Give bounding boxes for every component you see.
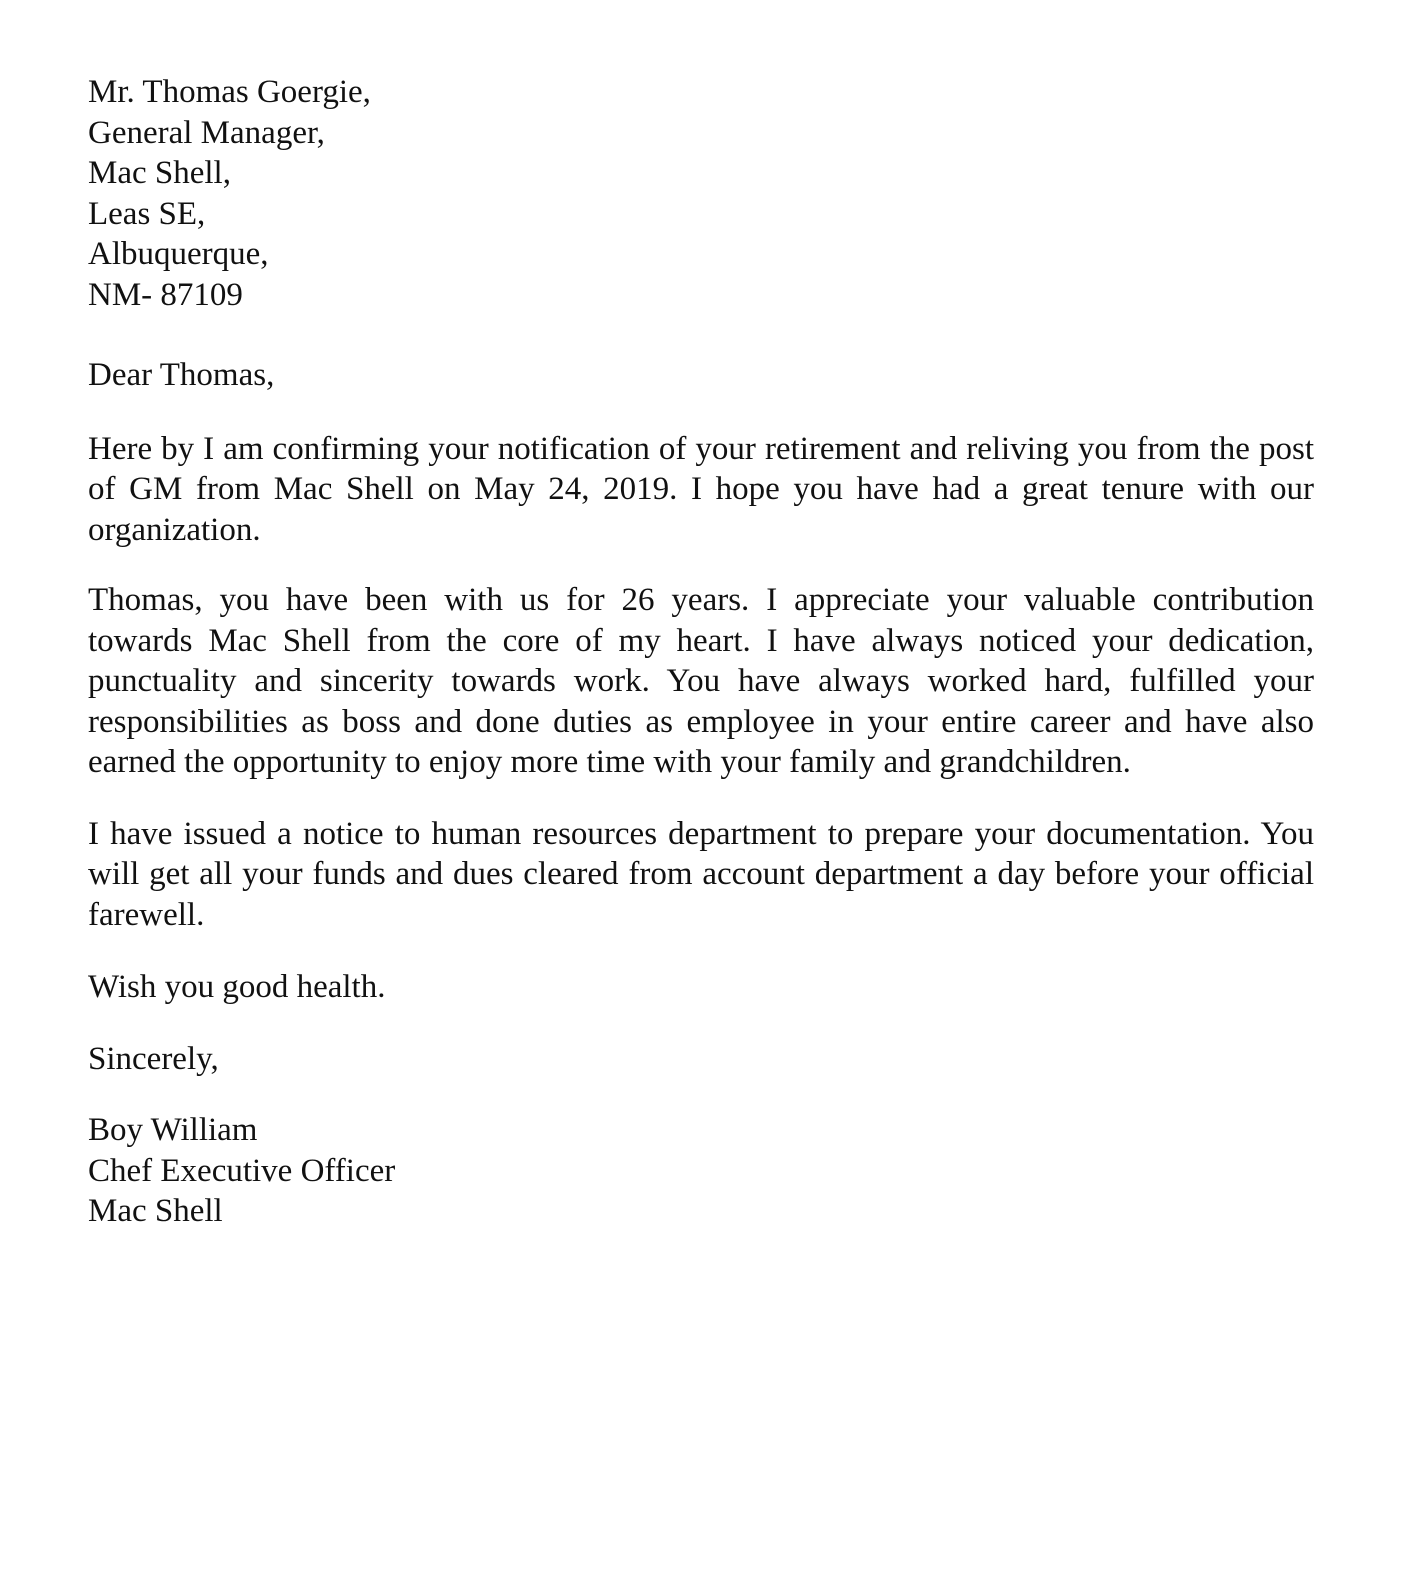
salutation: Dear Thomas, — [88, 357, 275, 393]
sign-off: Sincerely, — [88, 1040, 219, 1077]
sender-name: Boy William — [88, 1112, 258, 1148]
closing-wish: Wish you good health. — [88, 969, 386, 1005]
sender-title: Chef Executive Officer — [88, 1152, 396, 1189]
sender-company: Mac Shell — [88, 1193, 223, 1229]
recipient-zip: NM- 87109 — [88, 276, 243, 313]
recipient-company: Mac Shell, — [88, 155, 231, 191]
paragraph-appreciation: Thomas, you have been with us for 26 years. I appreciate your valuable contribution towards Mac Shell from the core of my heart. I have always noticed your dedication, punctuality and sincerity towards work. You have always worked hard, fulfilled your responsibilities as boss and done duties as employee in your entire career and have also earned the opportunity to enjoy more time with your family and grandchildren. — [88, 582, 1314, 780]
recipient-street: Leas SE, — [88, 195, 206, 232]
recipient-title: General Manager, — [88, 114, 325, 151]
sender-signature — [88, 1110, 1314, 1232]
paragraph-confirmation: Here by I am confirming your notification of your retirement and reliving you from the post of GM from Mac Shell on May 24, 2019. I hope you have had a great tenure with our organization. — [88, 430, 1314, 548]
recipient-name: Mr. Thomas Goergie, — [88, 74, 371, 110]
recipient-address — [88, 72, 1314, 315]
recipient-city: Albuquerque, — [88, 236, 269, 272]
paragraph-documentation: I have issued a notice to human resources department to prepare your documentation. You will get all your funds and dues cleared from account department a day before your official farewell. — [88, 815, 1314, 933]
letter-body — [88, 72, 1314, 1232]
